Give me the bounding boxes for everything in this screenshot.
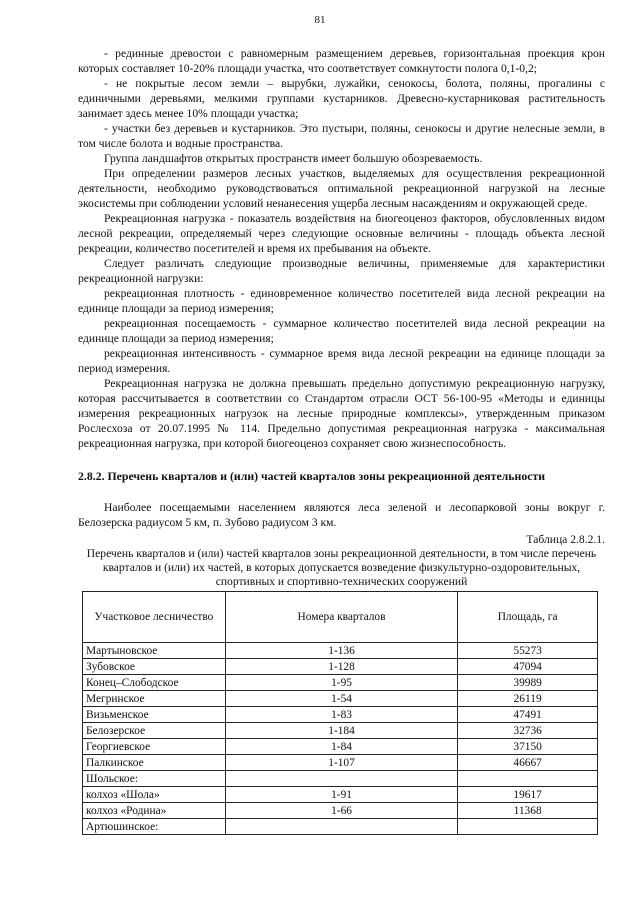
cell-quarters: 1-184 xyxy=(225,723,457,739)
cell-quarters: 1-83 xyxy=(225,707,457,723)
cell-quarters: 1-54 xyxy=(225,691,457,707)
paragraph: При определении размеров лесных участков, выделяемых для осуществления рекреационной деятельности, необходимо руководствоваться оптимальной рекреационной нагрузкой на лесные экосистемы при соблюдении условий ненанесения ущерба лесным насаждениям и окружающей среде. xyxy=(78,167,605,210)
header-quarters: Номера кварталов xyxy=(225,592,457,643)
cell-forestry: Конец–Слободское xyxy=(83,675,226,691)
paragraph: - рединные древостои с равномерным размещением деревьев, горизонтальная проекция крон которых составляет 10-20% площади участка, что соответствует сомкнутости полога 0,1-0,2; xyxy=(78,47,605,75)
table-row xyxy=(83,819,598,835)
section-intro: Наиболее посещаемыми населением являются леса зеленой и лесопарковой зоны вокруг г. Белозерска радиусом 5 км, п. Зубово радиусом 3 км. xyxy=(78,501,605,529)
document-body xyxy=(78,46,605,835)
cell-quarters: 1-91 xyxy=(225,787,457,803)
cell-forestry: Георгиевское xyxy=(83,739,226,755)
cell-quarters: 1-107 xyxy=(225,755,457,771)
cell-area xyxy=(458,771,598,787)
cell-area: 47491 xyxy=(458,707,598,723)
cell-area: 47094 xyxy=(458,659,598,675)
paragraph: рекреационная плотность - единовременное количество посетителей вида лесной рекреации на единице площади за период измерения; xyxy=(78,287,605,315)
table-row xyxy=(83,739,598,755)
table-row xyxy=(83,643,598,659)
table-row xyxy=(83,787,598,803)
table-row xyxy=(83,691,598,707)
cell-quarters xyxy=(225,819,457,835)
cell-quarters xyxy=(225,771,457,787)
table-header-row xyxy=(83,592,598,643)
paragraph: рекреационная интенсивность - суммарное время вида лесной рекреации на единице площади за период измерения. xyxy=(78,347,605,375)
paragraph: - участки без деревьев и кустарников. Это пустыри, поляны, сенокосы и другие нелесные земли, в том числе болота и водные пространства. xyxy=(78,122,605,150)
paragraph: Следует различать следующие производные величины, применяемые для характеристики рекреационной нагрузки: xyxy=(78,257,605,285)
cell-area: 37150 xyxy=(458,739,598,755)
paragraph: Рекреационная нагрузка не должна превышать предельно допустимую рекреационную нагрузку, которая рассчитывается в соответствии со Стандартом отрасли ОСТ 56-100-95 «Методы и единицы измерения рекреационных нагрузок на лесные природные комплексы», утвержденным приказом Рослесхоза от 20.07.1995 № 114. Предельно допустимая рекреационная нагрузка - максимальная рекреационная нагрузка, при которой биогеоценоз сохраняет свою жизнеспособность. xyxy=(78,377,605,450)
cell-area: 46667 xyxy=(458,755,598,771)
forestry-table xyxy=(82,591,598,835)
table-row xyxy=(83,771,598,787)
cell-forestry: Белозерское xyxy=(83,723,226,739)
cell-area: 55273 xyxy=(458,643,598,659)
cell-area: 26119 xyxy=(458,691,598,707)
cell-quarters: 1-66 xyxy=(225,803,457,819)
cell-forestry: Артюшинское: xyxy=(83,819,226,835)
cell-forestry: Мегринское xyxy=(83,691,226,707)
cell-forestry: Зубовское xyxy=(83,659,226,675)
paragraph: - не покрытые лесом земли – вырубки, лужайки, сенокосы, болота, поляны, прогалины с единичными деревьями, мелкими группами кустарников. Древесно-кустарниковая растительность занимает здесь менее 10% площади участка; xyxy=(78,77,605,120)
header-forestry: Участковое лесничество xyxy=(83,592,226,643)
paragraph: рекреационная посещаемость - суммарное количество посетителей вида лесной рекреации на единице площади за период измерения; xyxy=(78,317,605,345)
table-row xyxy=(83,755,598,771)
cell-area: 39989 xyxy=(458,675,598,691)
cell-quarters: 1-84 xyxy=(225,739,457,755)
header-area: Площадь, га xyxy=(458,592,598,643)
paragraph: Группа ландшафтов открытых пространств имеет большую обозреваемость. xyxy=(104,152,483,165)
cell-quarters: 1-136 xyxy=(225,643,457,659)
section-heading: 2.8.2. Перечень кварталов и (или) частей кварталов зоны рекреационной деятельности xyxy=(78,469,546,483)
page-number: 81 xyxy=(314,14,326,26)
cell-quarters: 1-128 xyxy=(225,659,457,675)
table-caption: Перечень кварталов и (или) частей кварталов зоны рекреационной деятельности, в том числе перечень кварталов и (или) их частей, в которых допускается возведение физкультурно-оздоровительных, спортивных и спортивно-технических сооружений xyxy=(86,547,597,588)
paragraph: Рекреационная нагрузка - показатель воздействия на биогеоценоз факторов, обусловленных видом лесной рекреации, определяемый через следующие основные величины - площадь объекта лесной рекреации, количество посетителей и время их пребывания на объекте. xyxy=(78,212,605,255)
cell-forestry: Палкинское xyxy=(83,755,226,771)
table-row xyxy=(83,675,598,691)
table-number: Таблица 2.8.2.1. xyxy=(526,533,605,546)
cell-forestry: Мартыновское xyxy=(83,643,226,659)
cell-area: 19617 xyxy=(458,787,598,803)
cell-forestry: колхоз «Родина» xyxy=(83,803,226,819)
table-row xyxy=(83,707,598,723)
table-row xyxy=(83,659,598,675)
cell-forestry: Визьменское xyxy=(83,707,226,723)
table-row xyxy=(83,723,598,739)
cell-area: 32736 xyxy=(458,723,598,739)
cell-quarters: 1-95 xyxy=(225,675,457,691)
cell-area xyxy=(458,819,598,835)
cell-forestry: колхоз «Шола» xyxy=(83,787,226,803)
cell-forestry: Шольское: xyxy=(83,771,226,787)
table-row xyxy=(83,803,598,819)
cell-area: 11368 xyxy=(458,803,598,819)
